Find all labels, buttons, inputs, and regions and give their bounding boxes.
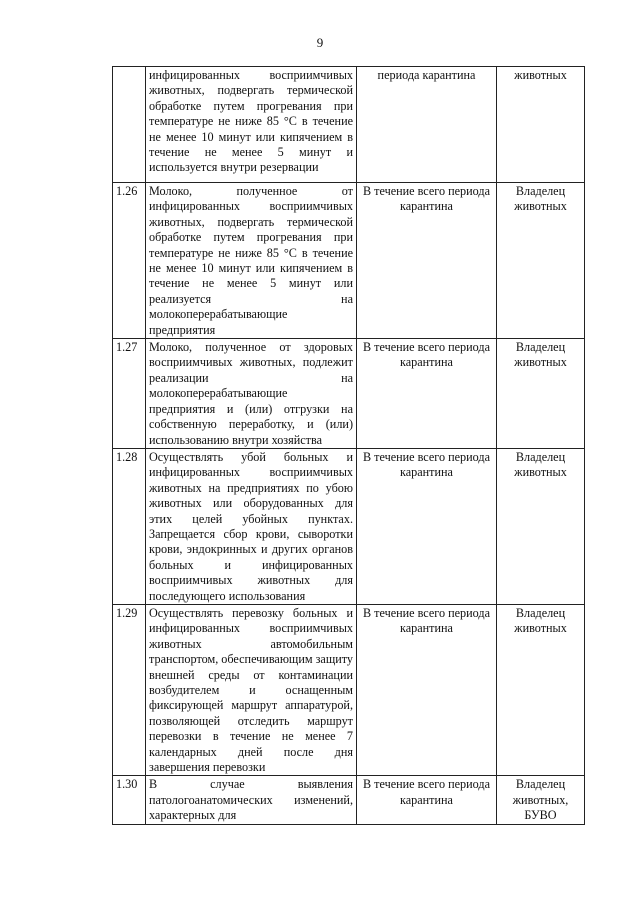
- table-row: [113, 183, 585, 339]
- row-term: В течение всего периода карантина: [357, 448, 497, 604]
- row-number: 1.27: [113, 339, 146, 449]
- table-row: [113, 339, 585, 449]
- row-number: 1.29: [113, 604, 146, 775]
- row-term: В течение всего периода карантина: [357, 183, 497, 339]
- row-responsible: Владелец животных: [497, 448, 585, 604]
- row-responsible: животных: [497, 67, 585, 183]
- row-action: Молоко, полученное от здоровых восприимчивых животных, подлежит реализации на молокоперерабатывающие предприятия и (или) отгрузки на собственную переработку, и (или) использованию внутри хозяйства: [146, 339, 357, 449]
- row-number: 1.26: [113, 183, 146, 339]
- row-number: [113, 67, 146, 183]
- row-responsible: Владелец животных: [497, 604, 585, 775]
- table-row: [113, 604, 585, 775]
- table-row: [113, 67, 585, 183]
- row-number: 1.30: [113, 776, 146, 824]
- row-term: В течение всего периода карантина: [357, 339, 497, 449]
- row-action: Осуществлять перевозку больных и инфицированных восприимчивых животных автомобильным транспортом, обеспечивающим защиту внешней среды от контаминации возбудителем и оснащенным фиксирующей маршрут аппаратурой, позволяющей отследить маршрут перевозки в течение не менее 7 календарных дней после дня завершения перевозки: [146, 604, 357, 775]
- row-responsible: Владелец животных: [497, 339, 585, 449]
- row-responsible: Владелец животных: [497, 183, 585, 339]
- row-term: В течение всего периода карантина: [357, 776, 497, 824]
- row-action: инфицированных восприимчивых животных, подвергать термической обработке путем прогревания при температуре не ниже 85 °С в течение не менее 10 минут или кипячением в течение не менее 5 минут и используется внутри резервации: [146, 67, 357, 183]
- row-action: Молоко, полученное от инфицированных восприимчивых животных, подвергать термической обработке путем прогревания при температуре не ниже 85 °С в течение не менее 10 минут или кипячением в течение не менее 5 минут или реализуется на молокоперерабатывающие предприятия: [146, 183, 357, 339]
- measures-table: [112, 66, 585, 825]
- row-responsible: Владелец животных, БУВО: [497, 776, 585, 824]
- table-row: [113, 776, 585, 824]
- row-term: В течение всего периода карантина: [357, 604, 497, 775]
- table-row: [113, 448, 585, 604]
- row-action: В случае выявления патологоанатомических изменений, характерных для: [146, 776, 357, 824]
- row-term: периода карантина: [357, 67, 497, 183]
- row-number: 1.28: [113, 448, 146, 604]
- page-number: 9: [316, 35, 324, 50]
- row-action: Осуществлять убой больных и инфицированных восприимчивых животных на предприятиях по убою животных или оборудованных для этих целей убойных пунктах. Запрещается сбор крови, сыворотки крови, эндокринных и других органов больных и инфицированных восприимчивых животных для последующего использования: [146, 448, 357, 604]
